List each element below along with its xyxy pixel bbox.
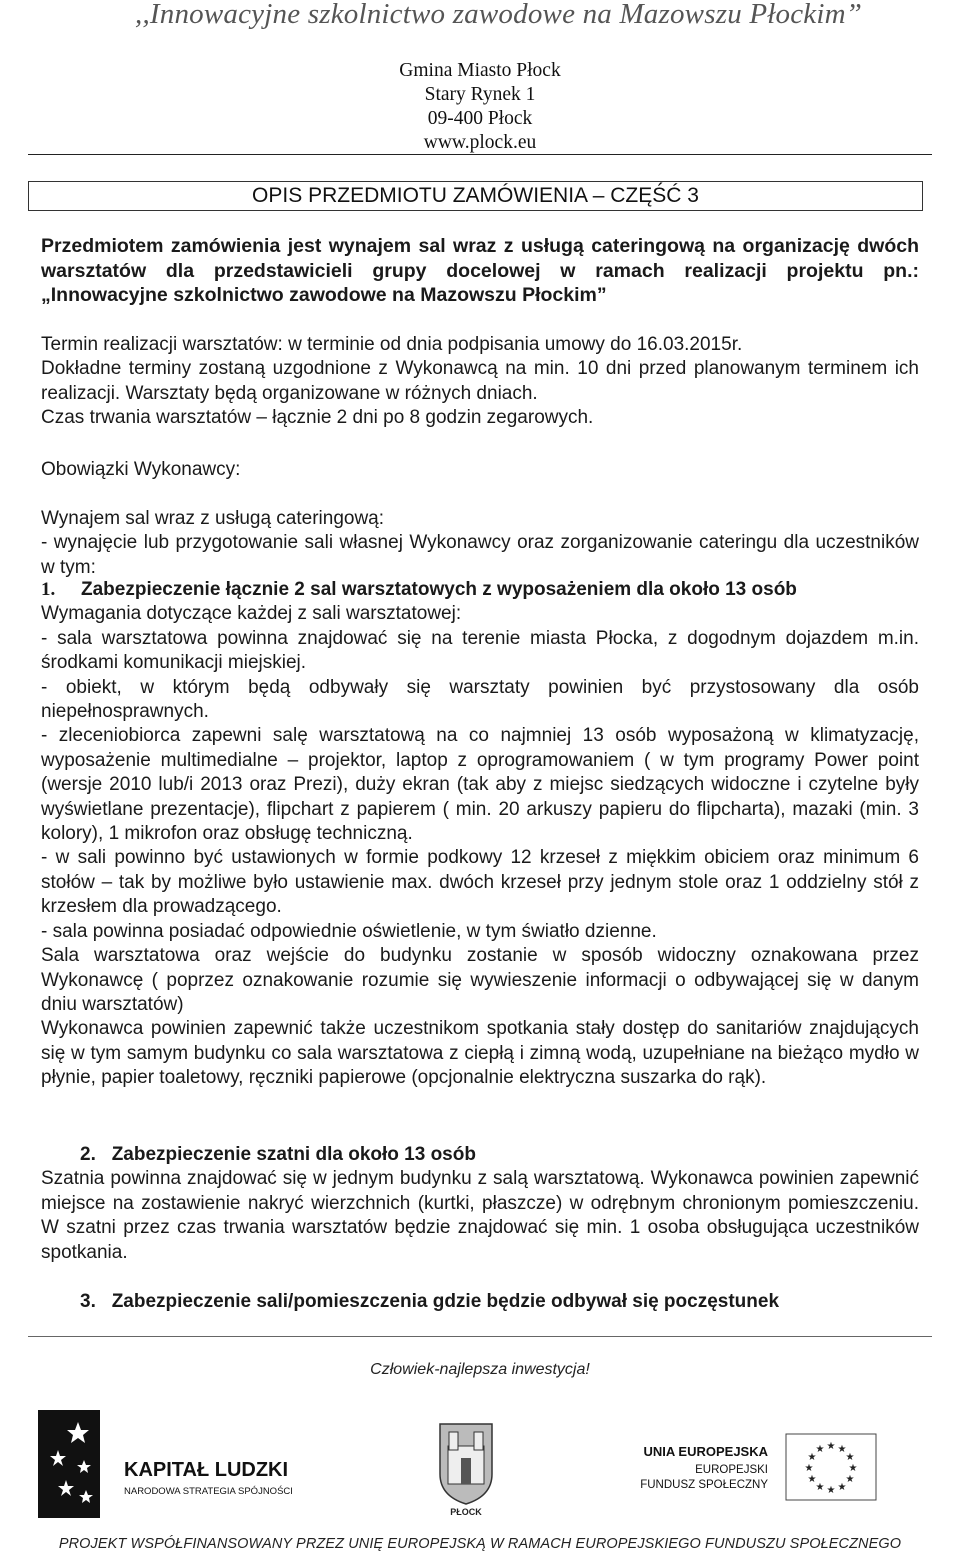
section-1-paragraph: Wykonawca powinien zapewnić także uczestnikom spotkania stały dostęp do sanitariów znajdujących się w tym samym budynku co sala warsztatowa z ciepłą i zimną wodą, uzupełniane na bieżąco mydło w płynie, papier toaletowy, ręczniki papierowe (opcjonalnie elektryczna suszarka do rąk). xyxy=(41,1018,919,1089)
logo-ue-line3: FUNDUSZ SPOŁECZNY xyxy=(640,1479,768,1491)
logo-tower-left xyxy=(449,1432,458,1450)
section-1-paragraph: - zleceniobiorca zapewni salę warsztatową na co najmniej 13 osób wyposażoną w klimatyzację, wyposażenie multimedialne – projektor, laptop z oprogramowaniem ( w tym programy Power point (wersje 2010 lub/i 2013 oraz Prezi), duży ekran (tak aby z miejsc siedzących widoczne i czytelne były wyświetlane prezentacje), flipchart z papierem ( min. 20 arkuszy papieru do flipcharta), mazaki (min. 3 kolory), 1 mikrofon oraz obsługę techniczną. xyxy=(41,725,919,845)
footer-divider xyxy=(28,1336,932,1337)
logo-kapital-text: KAPITAŁ LUDZKI xyxy=(124,1459,289,1481)
project-title: ,,Innowacyjne szkolnictwo zawodowe na Mazowszu Płockim” xyxy=(135,0,863,30)
logo-ue-line1: UNIA EUROPEJSKA xyxy=(643,1444,768,1459)
footer-slogan: Człowiek-najlepsza inwestycja! xyxy=(370,1361,590,1378)
section-1-paragraph: - sala powinna posiadać odpowiednie oświetlenie, w tym światło dzienne. xyxy=(41,920,657,942)
duties-heading: Obowiązki Wykonawcy: xyxy=(41,459,241,480)
rental-intro: Wynajem sal wraz z usługą cateringową: xyxy=(41,508,385,529)
section-3-heading xyxy=(41,1290,919,1314)
section-1-paragraph: - w sali powinno być ustawionych w formie podkowy 12 krzeseł z miękkim obiciem oraz minimum 6 stołów – tak by możliwe było ustawienie max. dwóch krzeseł przy jednym stole oraz 1 oddzielny stół z krzesłem dla prowadzącego. xyxy=(41,847,919,918)
svg-text:★: ★ xyxy=(845,1452,855,1463)
svg-text:★: ★ xyxy=(845,1474,855,1485)
term-line-1: Termin realizacji warsztatów: w terminie od dnia podpisania umowy do 16.03.2015r. xyxy=(41,334,743,355)
svg-text:★: ★ xyxy=(815,1444,825,1455)
section-1-paragraph: - obiekt, w którym będą odbywały się warsztaty powinien być przystosowany dla osób niepełnosprawnych. xyxy=(41,676,919,723)
address-line-2: Stary Rynek 1 xyxy=(424,84,536,105)
svg-text:★: ★ xyxy=(807,1452,817,1463)
svg-text:★: ★ xyxy=(815,1482,825,1493)
section-1-title: Zabezpieczenie łącznie 2 sal warsztatowych z wyposażeniem dla około 13 osób xyxy=(81,579,797,600)
section-2 xyxy=(41,1143,919,1265)
logo-plock-label: PŁOCK xyxy=(450,1507,482,1517)
plock-coat-of-arms-logo xyxy=(434,1418,498,1518)
svg-text:★: ★ xyxy=(837,1444,847,1455)
term-line-3: Czas trwania warsztatów – łącznie 2 dni po 8 godzin zegarowych. xyxy=(41,407,594,429)
term-block xyxy=(41,333,919,431)
logo-ue-line2: EUROPEJSKI xyxy=(695,1464,768,1476)
section-1-number: 1. xyxy=(41,579,56,600)
rental-item: - wynajęcie lub przygotowanie sali własnej Wykonawcy oraz zorganizowanie cateringu dla uczestników w tym: xyxy=(41,532,919,578)
logo-tower-right xyxy=(474,1432,483,1450)
kapital-ludzki-logo xyxy=(38,1410,293,1518)
header-divider xyxy=(28,154,932,155)
section-1-paragraph: - sala warsztatowa powinna znajdować się na terenie miasta Płocka, z dogodnym dojazdem m.in. środkami komunikacji miejskiej. xyxy=(41,627,919,674)
section-2-number: 2. xyxy=(80,1144,96,1165)
eu-social-fund-logo xyxy=(636,1434,880,1502)
svg-text:★: ★ xyxy=(837,1482,847,1493)
term-line-2: Dokładne terminy zostaną uzgodnione z Wykonawcą na min. 10 dni przed planowanym terminem ich realizacji. Warsztaty będą organizowane w różnych dniach. xyxy=(41,358,919,404)
intro-paragraph: Przedmiotem zamówienia jest wynajem sal wraz z usługą cateringową na organizację dwóch warsztatów dla przedstawicieli grupy docelowej w ramach realizacji projektu pn.: „Innowacyjne szkolnictwo zawodowe na Mazowszu Płockim” xyxy=(41,235,919,306)
svg-text:★: ★ xyxy=(848,1463,858,1474)
section-1 xyxy=(41,578,919,1091)
section-3-number: 3. xyxy=(80,1291,96,1312)
document-title: OPIS PRZEDMIOTU ZAMÓWIENIA – CZĘŚĆ 3 xyxy=(28,181,923,211)
website-url: www.plock.eu xyxy=(423,132,537,153)
svg-text:★: ★ xyxy=(807,1474,817,1485)
cofinancing-note: PROJEKT WSPÓŁFINANSOWANY PRZEZ UNIĘ EUROPEJSKĄ W RAMACH EUROPEJSKIEGO FUNDUSZU SPOŁECZNEGO xyxy=(58,1536,902,1552)
address-line-1: Gmina Miasto Płock xyxy=(399,60,561,81)
svg-text:★: ★ xyxy=(826,1441,836,1452)
section-2-heading xyxy=(41,1143,919,1167)
svg-text:★: ★ xyxy=(804,1463,814,1474)
address-line-3: 09-400 Płock xyxy=(427,108,533,129)
section-2-title: Zabezpieczenie szatni dla około 13 osób xyxy=(111,1144,476,1165)
section-1-paragraph: Sala warsztatowa oraz wejście do budynku zostanie w sposób widoczny oznakowana przez Wykonawcę ( poprzez oznakowanie rozumie się wywieszenie informacji o odbywającej się w danym dniu warsztatów) xyxy=(41,945,919,1015)
svg-text:★: ★ xyxy=(826,1485,836,1496)
section-1-paragraph: Wymagania dotyczące każdej z sali warsztatowej: xyxy=(41,603,462,625)
section-3-title: Zabezpieczenie sali/pomieszczenia gdzie będzie odbywał się poczęstunek xyxy=(111,1291,780,1312)
logo-gate xyxy=(461,1458,471,1484)
section-1-heading xyxy=(41,578,919,602)
logo-black-panel xyxy=(38,1410,100,1518)
section-2-text: Szatnia powinna znajdować się w jednym budynku z salą warsztatową. Wykonawca powinien zapewnić miejsce na zostawienie nakryć wierzchnich (kurtki, płaszcze) w odrębnym chronionym pomieszczeniu. W szatni przez czas trwania warsztatów będzie znajdować się min. 1 osoba obsługująca uczestników spotkania. xyxy=(41,1168,919,1263)
rental-block xyxy=(41,507,919,580)
logo-kapital-subtext: NARODOWA STRATEGIA SPÓJNOŚCI xyxy=(124,1486,293,1497)
